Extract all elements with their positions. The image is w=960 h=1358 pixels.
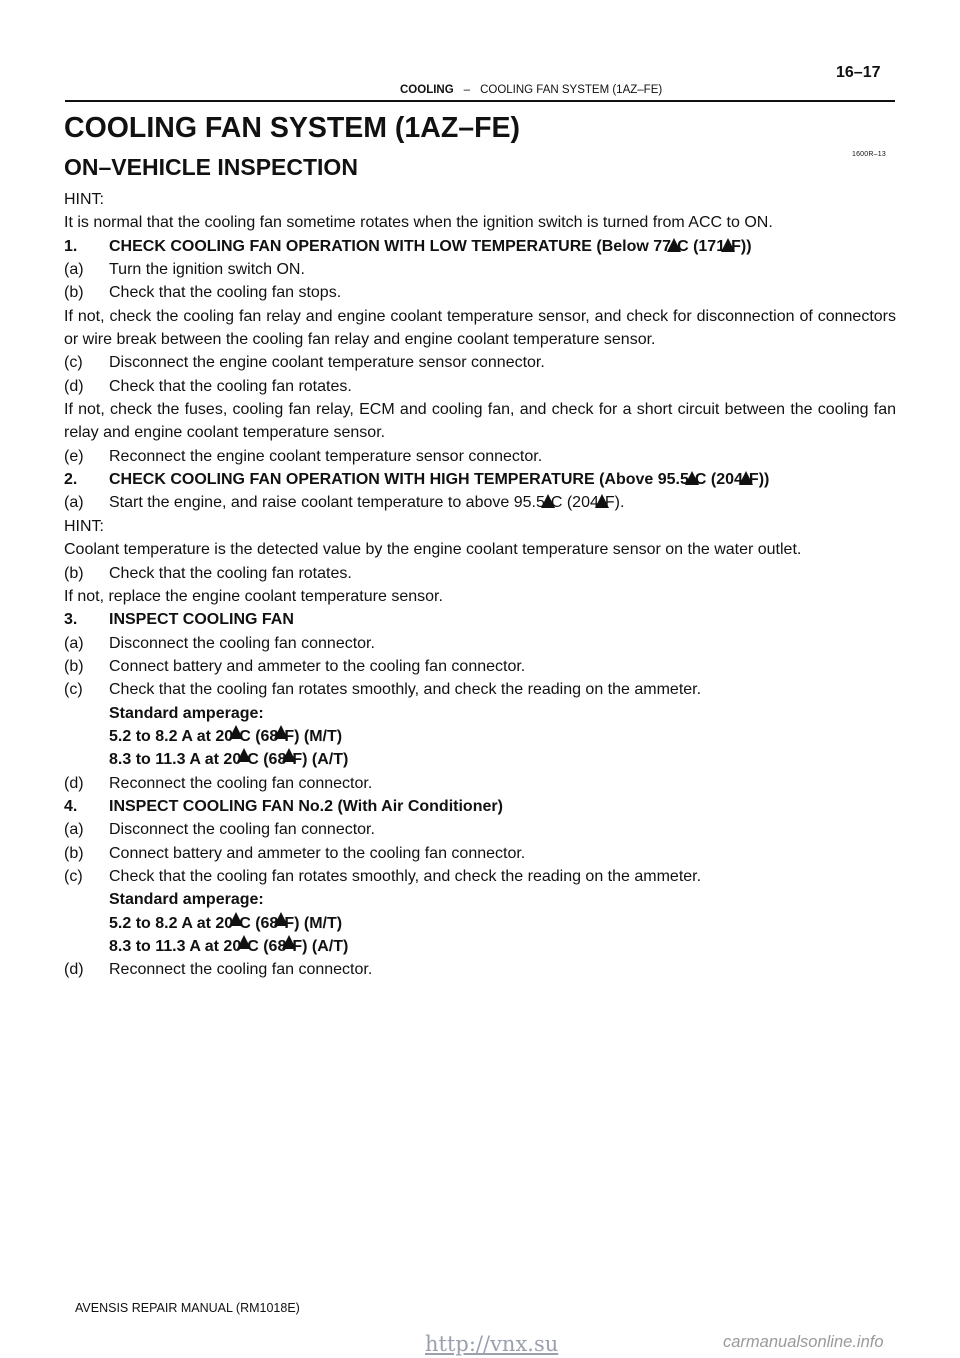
substep: (b) Check that the cooling fan stops. <box>64 284 342 302</box>
step-number: 2. <box>64 471 78 489</box>
step-number: 3. <box>64 611 78 629</box>
step-number: 1. <box>64 237 78 255</box>
header-separator: – <box>463 84 471 96</box>
header-section: COOLING <box>400 84 454 96</box>
degree-triangle-icon <box>595 494 609 508</box>
degree-triangle-icon <box>282 748 296 762</box>
degree-triangle-icon <box>237 748 251 762</box>
substep: (d) Reconnect the cooling fan connector. <box>64 774 373 792</box>
substep: (a) Disconnect the cooling fan connector. <box>64 634 375 652</box>
spec-value: 5.2 to 8.2 A at 20 C (68 F) (M/T) <box>64 725 896 748</box>
substep: (b) Connect battery and ammeter to the cooling fan connector. <box>64 657 526 675</box>
degree-triangle-icon <box>541 494 555 508</box>
footer-manual-id: AVENSIS REPAIR MANUAL (RM1018E) <box>75 1301 300 1315</box>
instruction-paragraph: If not, check the fuses, cooling fan relay, ECM and cooling fan, and check for a short circuit between the cooling fan relay and engine coolant temperature sensor. <box>64 401 896 442</box>
hint-label: HINT: <box>64 191 104 208</box>
step-1-text: CHECK COOLING FAN OPERATION WITH LOW TEMPERATURE (Below 77 C (171 F)) <box>109 237 752 255</box>
degree-triangle-icon <box>667 238 681 252</box>
degree-triangle-icon <box>229 912 243 926</box>
degree-triangle-icon <box>685 471 699 485</box>
spec-label: Standard amperage: <box>109 704 264 722</box>
substep: (b) Connect battery and ammeter to the cooling fan connector. <box>64 844 526 862</box>
running-header <box>400 84 662 96</box>
step-2-heading <box>64 468 896 491</box>
spec-label: Standard amperage: <box>109 891 264 909</box>
hint-text: Coolant temperature is the detected value by the engine coolant temperature sensor on the water outlet. <box>64 541 802 559</box>
substep: (e) Reconnect the engine coolant temperature sensor connector. <box>64 447 543 465</box>
spec-value: 5.2 to 8.2 A at 20 C (68 F) (M/T) <box>64 912 896 935</box>
degree-triangle-icon <box>282 935 296 949</box>
instruction-paragraph: If not, check the cooling fan relay and engine coolant temperature sensor, and check for disconnection of connectors or wire break between the cooling fan relay and engine coolant temperature sensor. <box>64 307 896 349</box>
section-title: ON–VEHICLE INSPECTION <box>64 154 358 180</box>
degree-triangle-icon <box>274 725 288 739</box>
degree-triangle-icon <box>237 935 251 949</box>
substep: (c) Check that the cooling fan rotates smoothly, and check the reading on the ammeter. <box>64 867 702 885</box>
substep: (d) Reconnect the cooling fan connector. <box>64 961 373 979</box>
source-link[interactable]: http://vnx.su <box>425 1332 559 1356</box>
step-4-heading: 4. INSPECT COOLING FAN No.2 (With Air Conditioner) <box>64 795 896 818</box>
degree-triangle-icon <box>229 725 243 739</box>
substep: (c) Check that the cooling fan rotates smoothly, and check the reading on the ammeter. <box>64 681 702 699</box>
instruction-paragraph: If not, replace the engine coolant temperature sensor. <box>64 587 443 605</box>
hint-text: It is normal that the cooling fan sometime rotates when the ignition switch is turned from ACC to ON. <box>64 214 773 232</box>
header-subsection: COOLING FAN SYSTEM (1AZ–FE) <box>480 84 663 96</box>
step-3-heading: 3. INSPECT COOLING FAN <box>64 608 896 631</box>
substep: (d) Check that the cooling fan rotates. <box>64 377 352 395</box>
step-2-text: CHECK COOLING FAN OPERATION WITH HIGH TEMPERATURE (Above 95.5 C (204 F)) <box>109 471 770 489</box>
hint-label: HINT: <box>64 517 104 535</box>
spec-value: 8.3 to 11.3 A at 20 C (68 F) (A/T) <box>64 748 896 771</box>
substep: (a) Turn the ignition switch ON. <box>64 261 305 279</box>
watermark: carmanualsonline.info <box>723 1333 884 1351</box>
substep: (a) Disconnect the cooling fan connector. <box>64 821 375 839</box>
header-rule <box>65 100 895 102</box>
degree-triangle-icon <box>739 471 753 485</box>
degree-triangle-icon <box>721 238 735 252</box>
step-1-heading <box>64 235 896 258</box>
substep: (b) Check that the cooling fan rotates. <box>64 564 352 582</box>
degree-triangle-icon <box>274 912 288 926</box>
figure-code: 1600R–13 <box>852 151 886 158</box>
substep: (c) Disconnect the engine coolant temperature sensor connector. <box>64 354 545 372</box>
page-number: 16–17 <box>836 64 881 81</box>
step-number: 4. <box>64 797 78 815</box>
document-body <box>64 188 896 982</box>
substep: (a) Start the engine, and raise coolant temperature to above 95.5 C (204 F). <box>64 494 625 512</box>
page-title: COOLING FAN SYSTEM (1AZ–FE) <box>64 112 521 144</box>
spec-value: 8.3 to 11.3 A at 20 C (68 F) (A/T) <box>64 935 896 958</box>
